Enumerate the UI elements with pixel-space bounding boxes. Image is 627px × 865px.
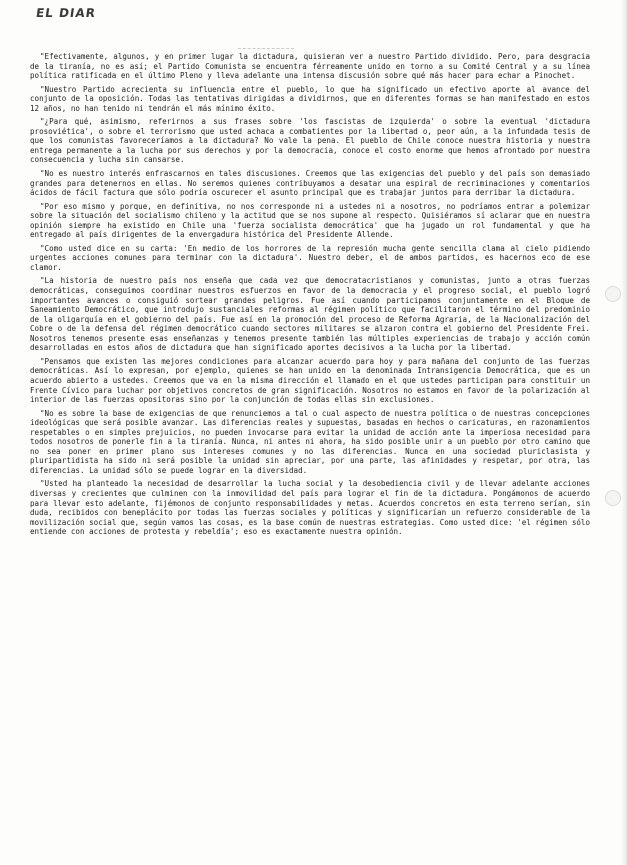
faded-stamp bbox=[238, 38, 294, 49]
letter-body bbox=[30, 52, 590, 541]
paragraph: "Efectivamente, algunos, y en primer lugar la dictadura, quisieran ver a nuestro Partido dividido. Pero, para desgracia de la tiranía, no es así; el Partido Comunista se encuentra férreamente unido en torno a su Comité Central y a su línea política ratificada en el último Pleno y lleva adelante una intensa discusión sobre qué más hacer para echar a Pinochet. bbox=[30, 52, 590, 81]
paragraph: "La historia de nuestro país nos enseña que cada vez que democratacristianos y comunistas, junto a otras fuerzas democráticas, conseguimos coordinar nuestros esfuerzos en favor de la democracia y el progreso social, el pueblo logró importantes avances o consiguió sortear grandes peligros. Fue así cuando participamos conjuntamente en el Bloque de Saneamiento Democrático, que introdujo sustanciales reformas al régimen político que facilitaron el término del predominio de la oligarquía en el gobierno del país. Fue así en la promoción del proceso de Reforma Agraria, de la Nacionalización del Cobre o de la defensa del régimen democrático cuando sectores militares se alzaron contra el gobierno del Presidente Frei. Nosotros tenemos presente esas enseñanzas y tenemos presente también las múltiples experiencias de trabajo y acción común desarrolladas en estos años de dictadura que han significado aportes decisivos a la lucha por la libertad. bbox=[30, 276, 590, 353]
paragraph: "Usted ha planteado la necesidad de desarrollar la lucha social y la desobediencia civil y de llevar adelante acciones diversas y crecientes que culminen con la inmovilidad del país para lograr el fin de la dictadura. Pongámonos de acuerdo para llevar esto adelante, fijémonos de conjunto responsabilidades y metas. Acuerdos concretos en esta terreno serían, sin duda, recibidos con beneplácito por todas las fuerzas sociales y políticas y significarían un refuerzo considerable de la movilización social que, según vamos las cosas, es la base común de nuestras estrategias. Como usted dice: 'el régimen sólo entiende con acciones de protesta y rebeldía'; eso es exactamente nuestra opinión. bbox=[30, 479, 590, 537]
paragraph: "No es sobre la base de exigencias de que renunciemos a tal o cual aspecto de nuestra política o de nuestras concepciones ideológicas que será posible avanzar. Las diferencias reales y supuestas, basadas en hechos o caricaturas, en razonamientos respetables o en simples prejuicios, no pueden invocarse para evitar la unidad de acción ante la imperiosa necesidad para todos nosotros de ponerle fin a la tiranía. Nunca, ni antes ni ahora, ha sido posible unir a un pueblo por otro camino que no sea poner en primer plano sus intereses comunes y no las diferencias. Nunca en una sociedad pluriclasista y pluripartidista ha sido ni será posible la unidad sin apreciar, por una parte, las afinidades y respetar, por otra, las diferencias. La unidad sólo se puede lograr en la diversidad. bbox=[30, 408, 590, 475]
paragraph: "Como usted dice en su carta: 'En medio de los horrores de la represión mucha gente sencilla clama al cielo pidiendo urgentes acciones comunes para terminar con la dictadura'. Nuestro deber, el de ambos partidos, es hacernos eco de ese clamor. bbox=[30, 243, 590, 272]
paragraph: "¿Para qué, asimismo, referirnos a sus frases sobre 'los fascistas de izquierda' o sobre la eventual 'dictadura prosoviética', o sobre el terrorismo que usted achaca a combatientes por la libertad o, peor aún, a la infundada tesis de que los comunistas favoreceríamos a la dictadura? No vale la pena. El pueblo de Chile conoce nuestra historia y nuestra entrega permanente a la lucha por sus derechos y por la democracia, conoce el costo enorme que hemos afrontado por nuestra consecuencia y lucha sin cansarse. bbox=[30, 117, 590, 165]
page-header-fragment: EL DIAR bbox=[35, 6, 97, 20]
paragraph: "No es nuestro interés enfrascarnos en tales discusiones. Creemos que las exigencias del pueblo y del país son demasiado grandes para detenernos en ellas. No seremos quienes contribuyamos a desatar una espiral de recriminaciones y comentarios ácidos de fácil factura que sólo podría oscurecer el asunto principal que es trabajar juntos para derribar la dictadura. bbox=[30, 169, 590, 198]
punch-hole bbox=[605, 286, 621, 302]
page-edge-shadow bbox=[621, 0, 627, 865]
paragraph: "Por eso mismo y porque, en definitiva, no nos corresponde ni a ustedes ni a nosotros, no podríamos entrar a polemizar sobre la situación del socialismo chileno y la actitud que se nos supone al respecto. Quisiéramos sí aclarar que en nuestra opinión siempre ha existido en Chile una 'fuerza socialista democrática' que ha jugado un rol fundamental y que ha entregado al país dirigentes de la envergadura histórica del Presidente Allende. bbox=[30, 201, 590, 240]
punch-hole bbox=[605, 490, 621, 506]
paragraph: "Nuestro Partido acrecienta su influencia entre el pueblo, lo que ha significado un efectivo aporte al avance del conjunto de la oposición. Todas las tentativas dirigidas a dividirnos, que en diferentes formas se han manifestado en estos 12 años, no han tenido ni tendrán el más mínimo éxito. bbox=[30, 84, 590, 113]
paragraph: "Pensamos que existen las mejores condiciones para alcanzar acuerdo para hoy y para mañana del conjunto de las fuerzas democráticas. Así lo expresan, por ejemplo, quienes se han unido en la denominada Intransigencia Democrática, que es un acuerdo abierto a ustedes. Creemos que va en la misma dirección el llamado en el que ustedes participan para constituir un Frente Cívico para luchar por objetivos concretos de gran significación. Nosotros no estamos en favor de la polarización al interior de las fuerzas opositoras sino por la conjunción de todas ellas sin exclusiones. bbox=[30, 356, 590, 405]
